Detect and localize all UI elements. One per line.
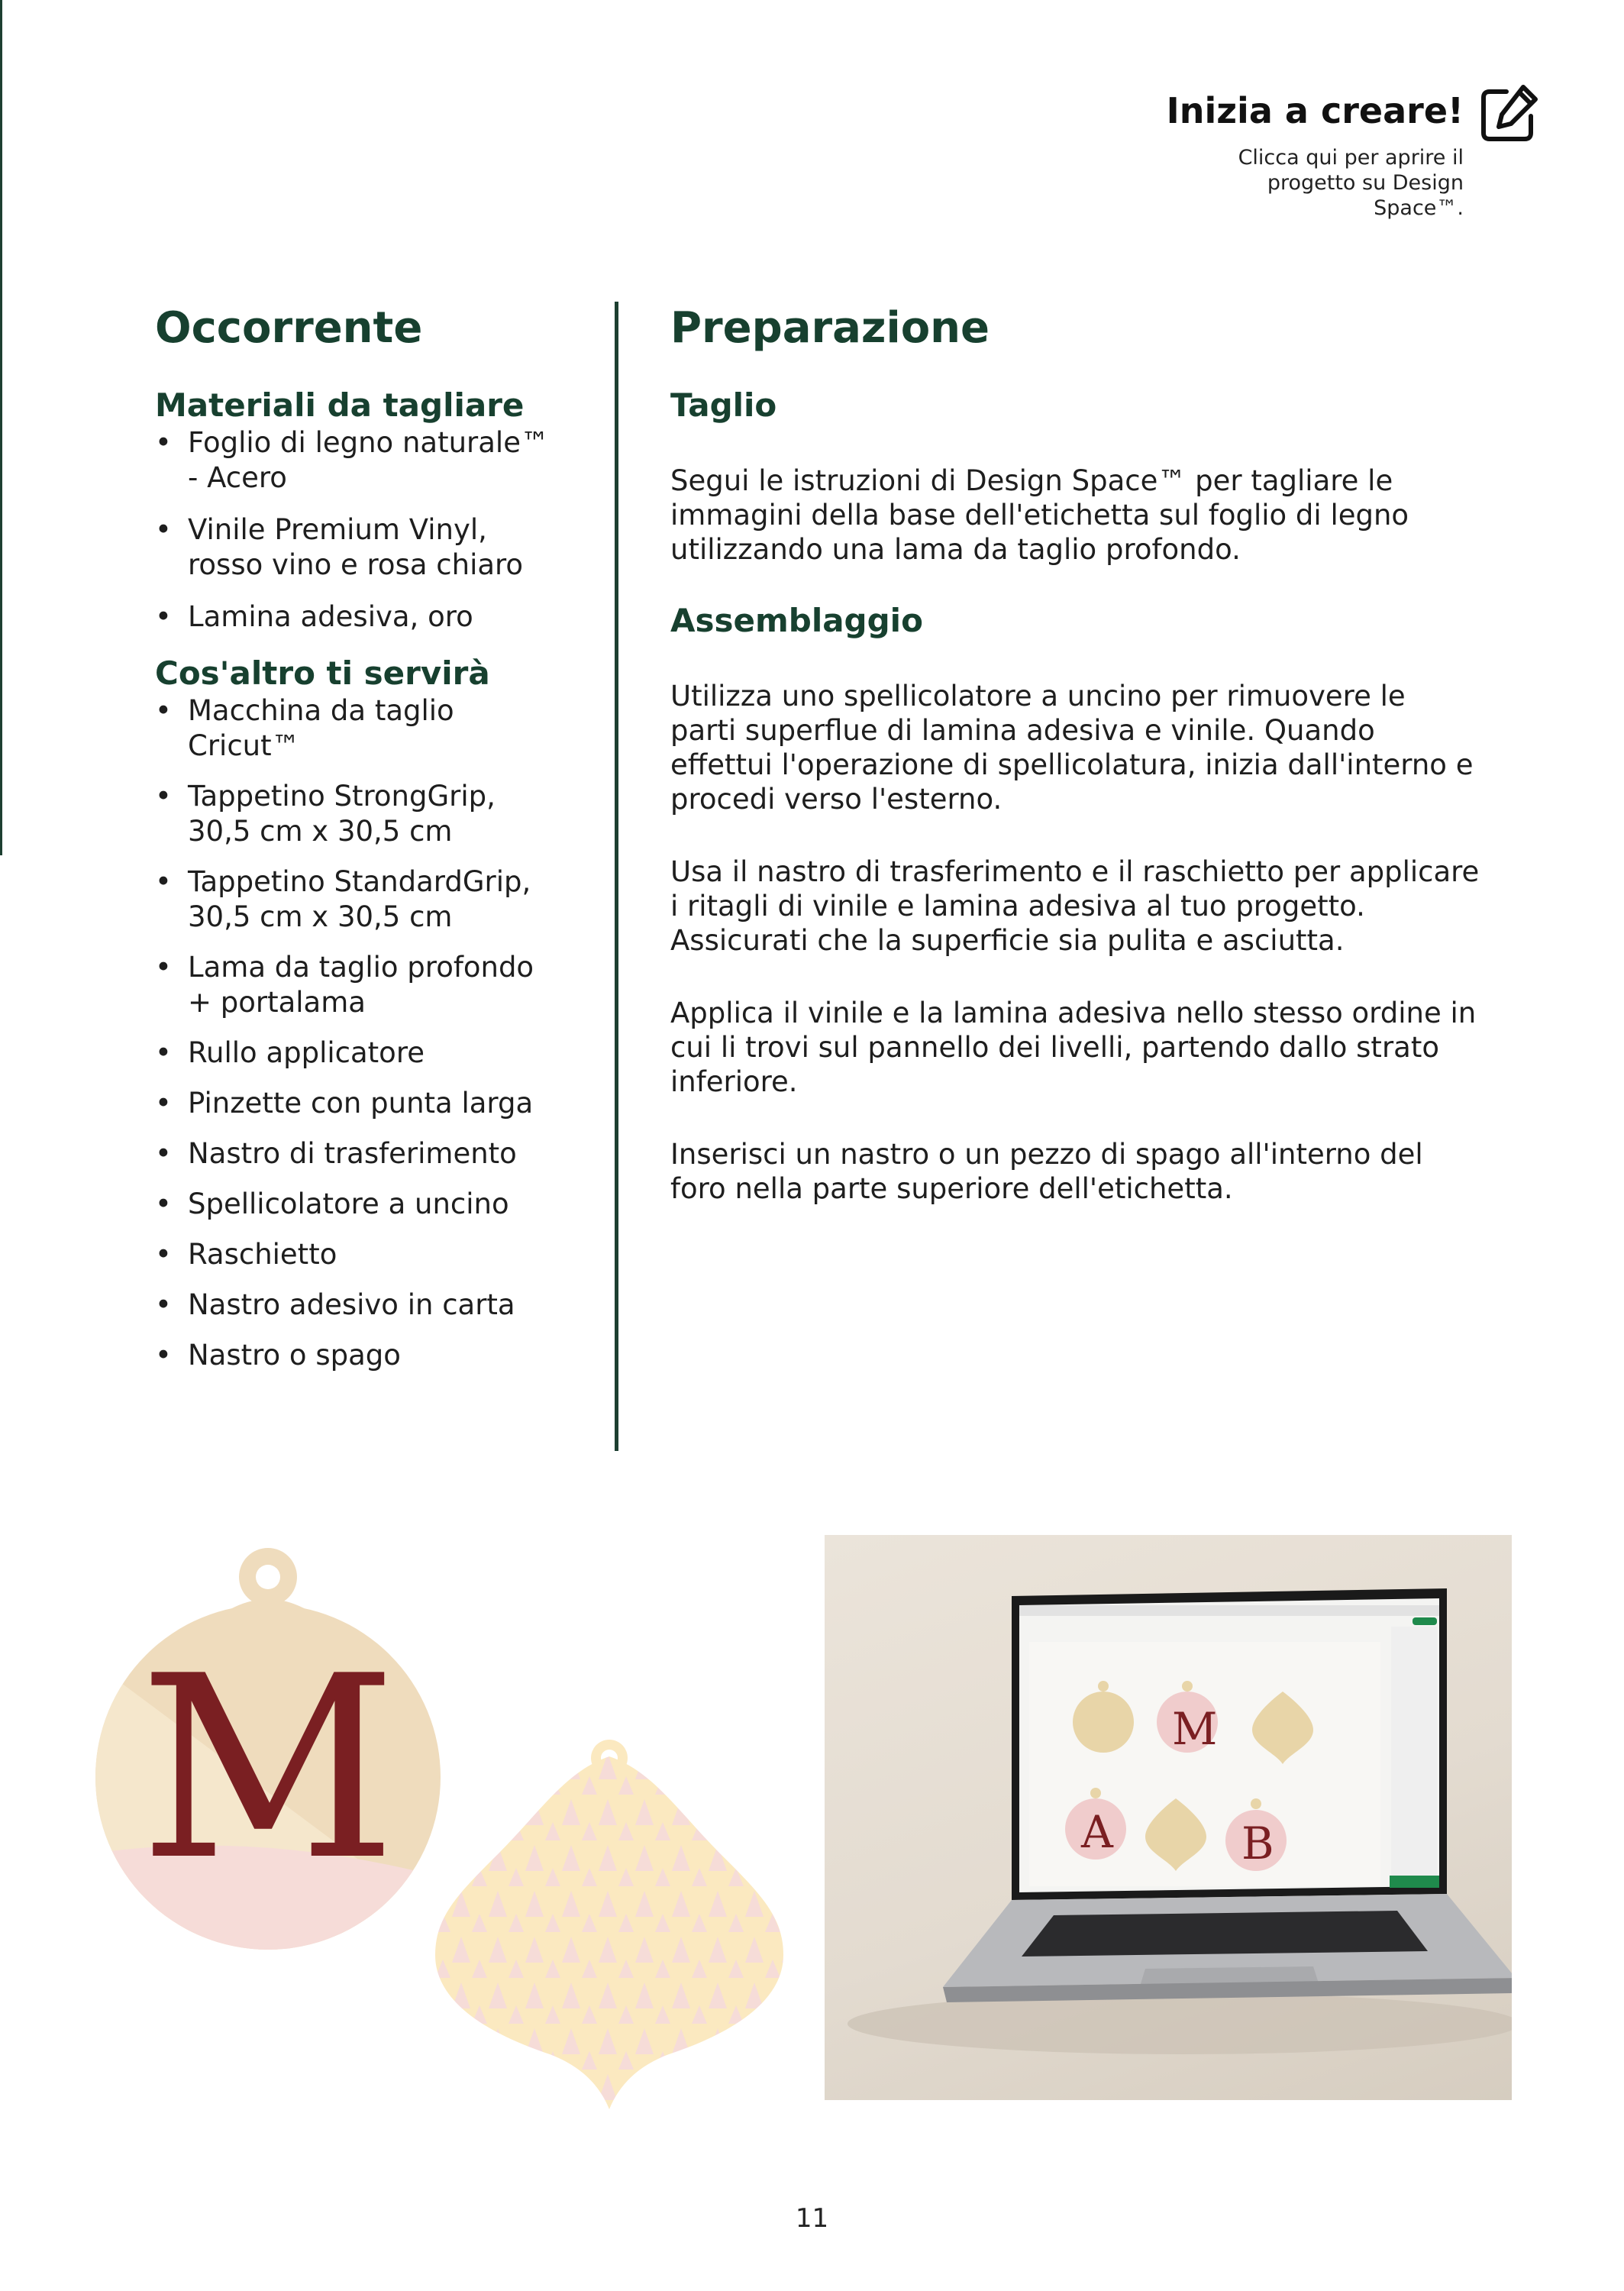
open-design-space-cta[interactable] <box>1143 82 1540 220</box>
screen-letters <box>825 1535 1512 2100</box>
cta-description: Clicca qui per aprire il progetto su Design Space™. <box>1238 146 1464 220</box>
occorrente-section <box>155 302 613 1388</box>
page-number: 11 <box>795 2203 829 2234</box>
taglio-title: Taglio <box>670 386 777 424</box>
list-item: • Pinzette con punta larga <box>155 1086 560 1121</box>
assemblaggio-title: Assemblaggio <box>670 602 923 639</box>
ornament-illustration <box>76 1520 809 2131</box>
list-item: • Lama da taglio profondo + portalama <box>155 950 560 1020</box>
list-item: • Vinile Premium Vinyl, rosso vino e rosa chiaro <box>155 512 560 583</box>
list-item: • Spellicolatore a uncino <box>155 1187 560 1222</box>
occorrente-title: Occorrente <box>155 303 423 353</box>
list-item: • Foglio di legno naturale™ - Acero <box>155 425 560 496</box>
materials-list <box>155 425 560 635</box>
screen-letter-m: M <box>1172 1703 1218 1755</box>
other-tools-list <box>155 693 560 1373</box>
list-item: • Tappetino StrongGrip, 30,5 cm x 30,5 cm <box>155 779 560 849</box>
assembly-paragraph: Inserisci un nastro o un pezzo di spago all'interno del foro nella parte superiore dell'etichetta. <box>670 1138 1423 1205</box>
list-item: • Rullo applicatore <box>155 1036 560 1071</box>
taglio-text: Segui le istruzioni di Design Space™ per tagliare le immagini della base dell'etichetta sul foglio di legno utilizzando una lama da taglio profondo. <box>670 464 1409 566</box>
materials-title: Materiali da tagliare <box>155 386 525 424</box>
list-item: • Lamina adesiva, oro <box>155 599 560 635</box>
laptop-photo <box>825 1535 1512 2100</box>
list-item: • Macchina da taglio Cricut™ <box>155 693 560 764</box>
assembly-paragraph: Utilizza uno spellicolatore a uncino per rimuovere le parti superflue di lamina adesiva e vinile. Quando effettui l'operazione di spellicolatura, inizia dall'interno e procedi verso l'esterno. <box>670 680 1474 816</box>
list-item: • Nastro di trasferimento <box>155 1136 560 1171</box>
preparazione-section <box>670 302 1480 1206</box>
assembly-paragraph: Applica il vinile e la lamina adesiva nello stesso ordine in cui li trovi sul pannello dei livelli, partendo dallo strato inferiore. <box>670 997 1477 1098</box>
ornament-letter-m: M <box>139 1622 397 1915</box>
screen-letter-a: A <box>1081 1806 1113 1858</box>
list-item: • Nastro o spago <box>155 1338 560 1373</box>
preparazione-title: Preparazione <box>670 303 990 353</box>
list-item: • Raschietto <box>155 1237 560 1272</box>
assembly-paragraph: Usa il nastro di trasferimento e il raschietto per applicare i ritagli di vinile e lamina adesiva al tuo progetto. Assicurati che la superficie sia pulita e asciutta. <box>670 855 1480 957</box>
edit-icon[interactable] <box>1476 82 1540 147</box>
cta-title: Inizia a creare! <box>1166 90 1464 131</box>
list-item: • Tappetino StandardGrip, 30,5 cm x 30,5 cm <box>155 864 560 935</box>
list-item: • Nastro adesivo in carta <box>155 1288 560 1323</box>
other-tools-title: Cos'altro ti servirà <box>155 654 490 692</box>
page-edge-line <box>0 0 2 855</box>
screen-letter-b: B <box>1241 1818 1274 1869</box>
column-divider <box>615 302 618 1451</box>
